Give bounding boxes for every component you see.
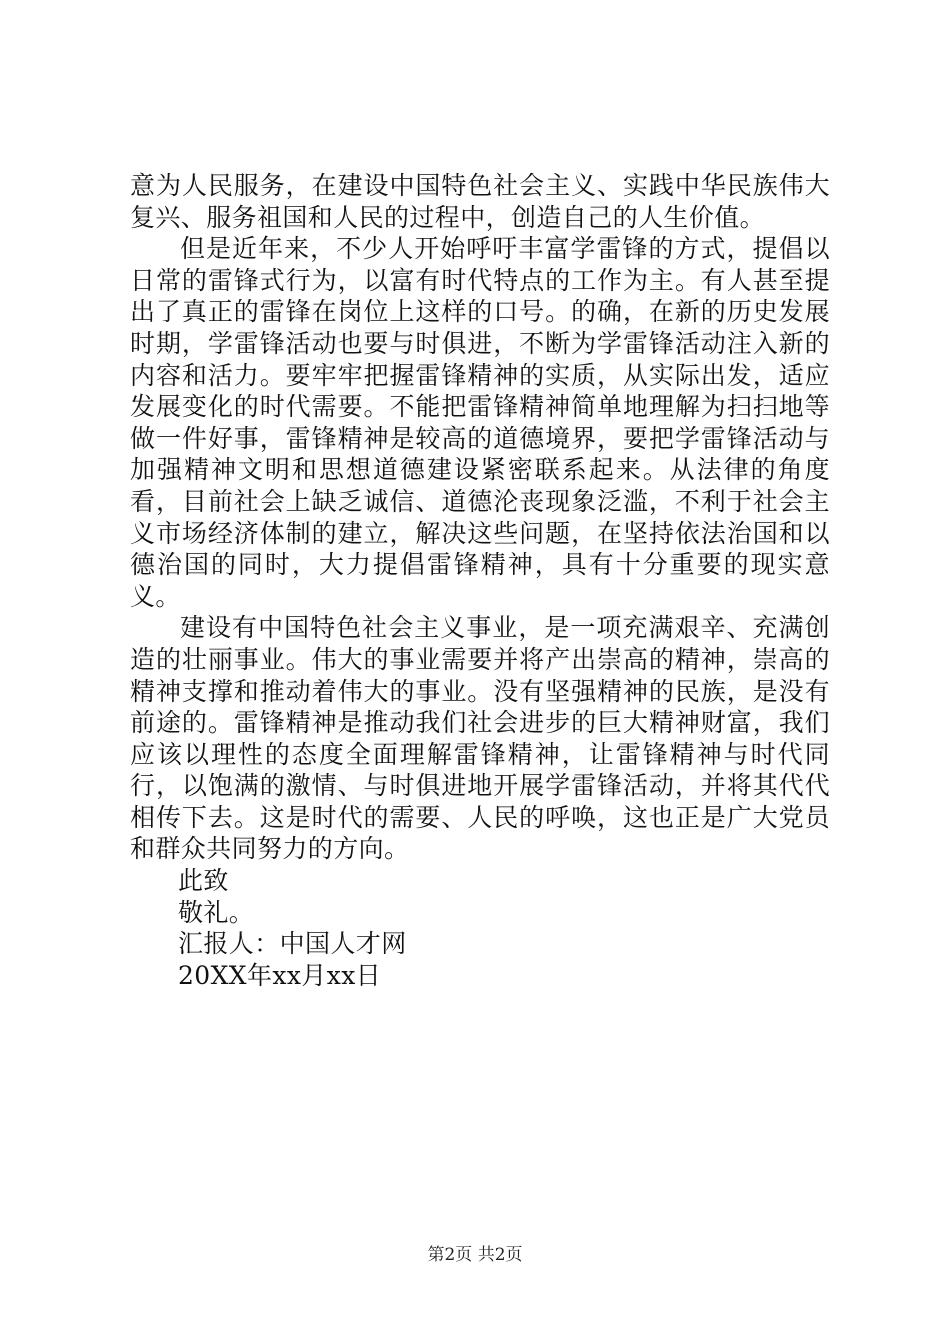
page-footer <box>0 1244 950 1266</box>
page-number-indicator: 第2页 共2页 <box>427 1245 523 1265</box>
closing-salutation: 此致 <box>178 866 229 896</box>
closing-reporter: 汇报人：中国人才网 <box>178 929 407 959</box>
paragraph-learning-methods: 但是近年来，不少人开始呼吁丰富学雷锋的方式，提倡以日常的雷锋式行为，以富有时代特点的工作为主。有人甚至提出了真正的雷锋在岗位上这样的口号。的确，在新的历史发展时期，学雷锋活动也要与时俱进，不断为学雷锋活动注入新的内容和活力。要牢牢把握雷锋精神的实质，从实际出发，适应发展变化的时代需要。不能把雷锋精神简单地理解为扫扫地等做一件好事，雷锋精神是较高的道德境界，要把学雷锋活动与加强精神文明和思想道德建设紧密联系起来。从法律的角度看，目前社会上缺乏诚信、道德沦丧现象泛滥，不利于社会主义市场经济体制的建立，解决这些问题，在坚持依法治国和以德治国的同时，大力提倡雷锋精神，具有十分重要的现实意义。 <box>130 234 830 611</box>
closing-regards: 敬礼。 <box>178 897 255 927</box>
closing-date: 20XX年xx月xx日 <box>178 960 382 990</box>
paragraph-socialism-cause: 建设有中国特色社会主义事业，是一项充满艰辛、充满创造的壮丽事业。伟大的事业需要并将产出崇高的精神，崇高的精神支撑和推动着伟大的事业。没有坚强精神的民族，是没有前途的。雷锋精神是推动我们社会进步的巨大精神财富，我们应该以理性的态度全面理解雷锋精神，让雷锋精神与时代同行，以饱满的激情、与时俱进地开展学雷锋活动，并将其代代相传下去。这是时代的需要、人民的呼唤，这也正是广大党员和群众共同努力的方向。 <box>130 613 830 864</box>
document-body <box>130 170 830 991</box>
paragraph-continued: 意为人民服务，在建设中国特色社会主义、实践中华民族伟大复兴、服务祖国和人民的过程中，创造自己的人生价值。 <box>130 171 830 232</box>
